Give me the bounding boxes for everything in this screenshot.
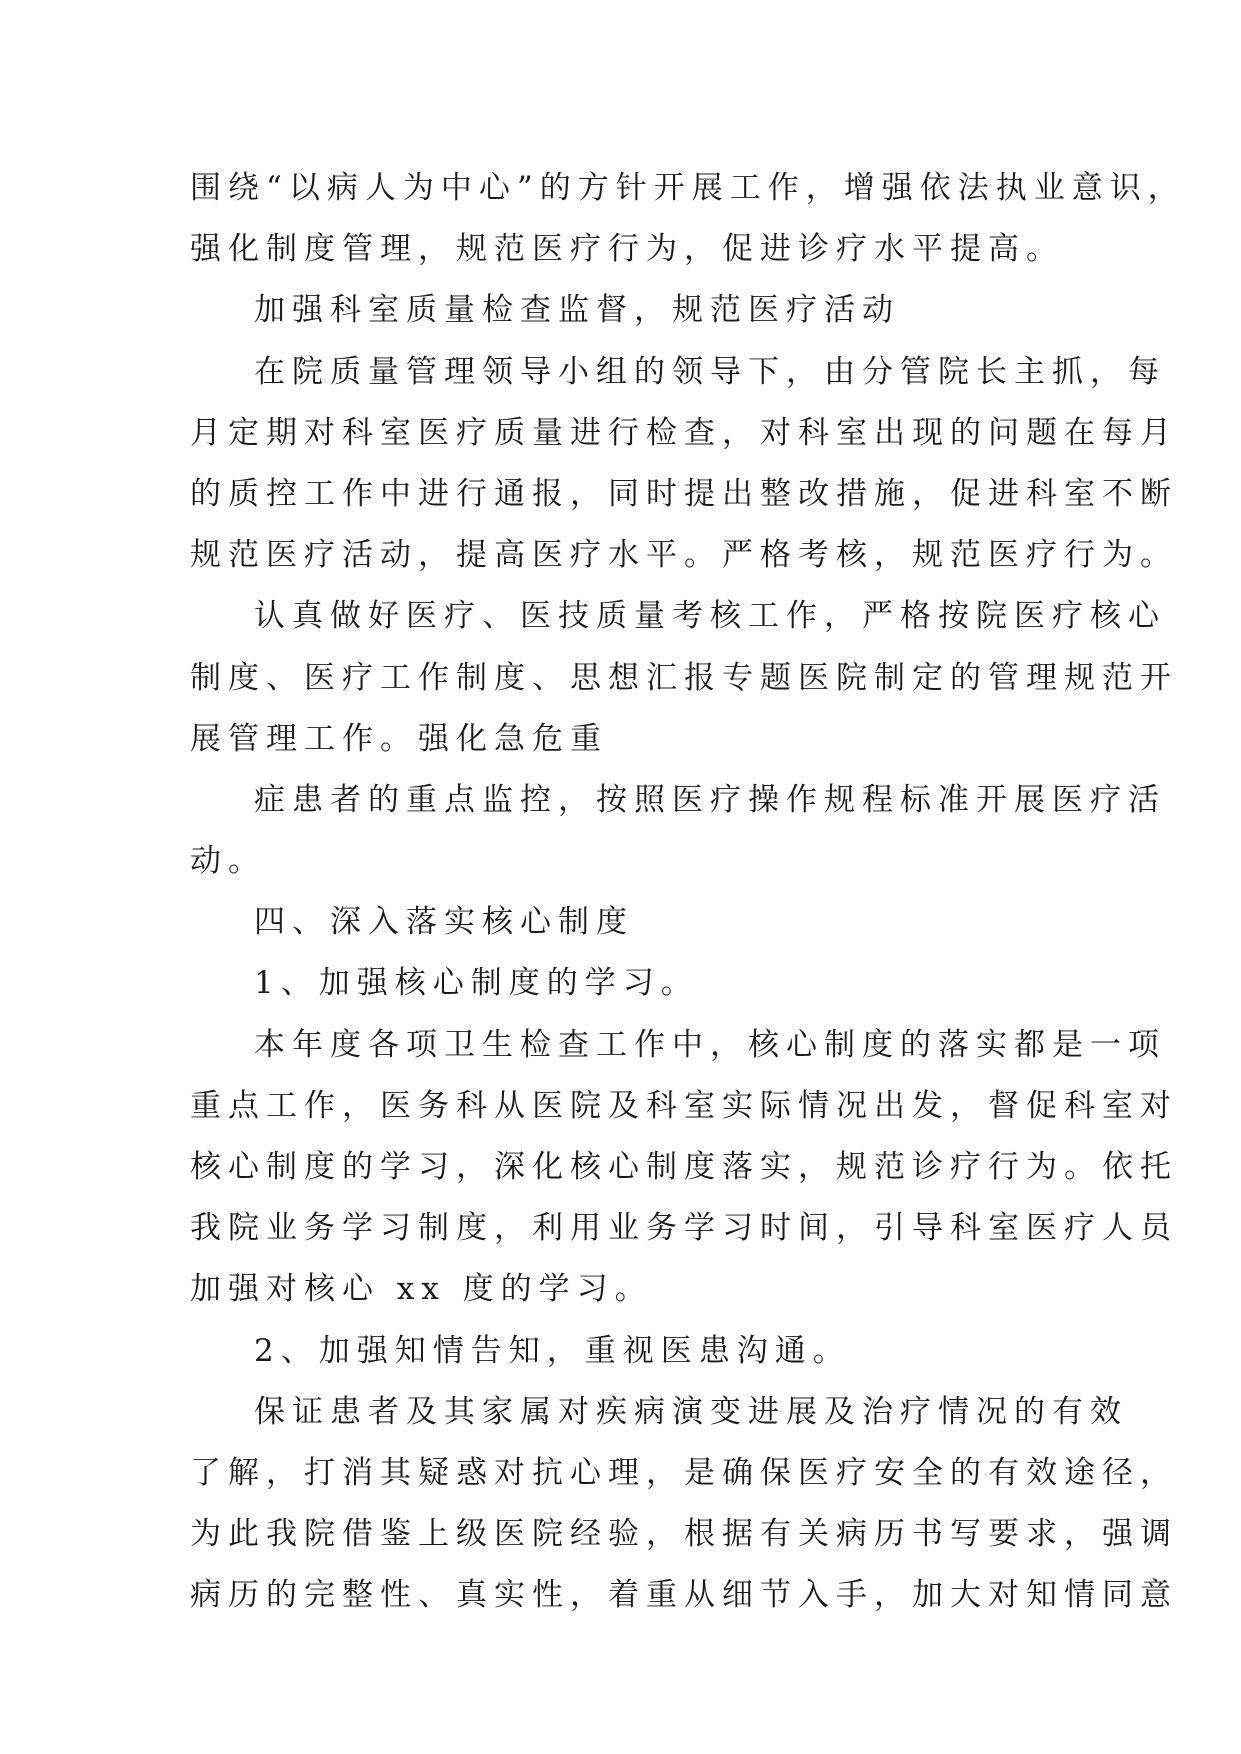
text-line: 四、深入落实核心制度 (254, 904, 634, 941)
text-line: 制度、医疗工作制度、思想汇报专题医院制定的管理规范开 (190, 659, 1178, 696)
text-line: 月定期对科室医疗质量进行检查，对科室出现的问题在每月 (190, 414, 1178, 451)
text-line: 加强对核心 xx 度的学习。 (190, 1271, 653, 1308)
text-line: 病历的完整性、真实性，着重从细节入手，加大对知情同意 (190, 1577, 1178, 1614)
text-line: 2、加强知情告知，重视医患沟通。 (254, 1332, 851, 1369)
text-line: 本年度各项卫生检查工作中，核心制度的落实都是一项 (254, 1026, 1166, 1063)
text-line: 为此我院借鉴上级医院经验，根据有关病历书写要求，强调 (190, 1516, 1178, 1553)
text-line: 了解，打消其疑惑对抗心理，是确保医疗安全的有效途径， (190, 1454, 1178, 1491)
text-line: 重点工作，医务科从医院及科室实际情况出发，督促科室对 (190, 1087, 1178, 1124)
text-line: 在院质量管理领导小组的领导下，由分管院长主抓，每 (254, 353, 1166, 390)
text-line: 动。 (190, 843, 266, 880)
text-line: 的质控工作中进行通报，同时提出整改措施，促进科室不断 (190, 475, 1178, 512)
text-line: 强化制度管理，规范医疗行为，促进诊疗水平提高。 (190, 231, 1064, 268)
text-line: 展管理工作。强化急危重 (190, 720, 608, 757)
text-line: 加强科室质量检查监督，规范医疗活动 (254, 292, 900, 329)
text-line: 规范医疗活动，提高医疗水平。严格考核，规范医疗行为。 (190, 537, 1178, 574)
document-body (190, 158, 1186, 1627)
text-line: 1、加强核心制度的学习。 (254, 965, 699, 1002)
text-line: 围绕“以病人为中心”的方针开展工作，增强依法执业意识， (190, 170, 1186, 206)
text-line: 保证患者及其家属对疾病演变进展及治疗情况的有效 (254, 1393, 1128, 1430)
text-line: 我院业务学习制度，利用业务学习时间，引导科室医疗人员 (190, 1210, 1178, 1247)
text-line: 症患者的重点监控，按照医疗操作规程标准开展医疗活 (254, 781, 1166, 818)
text-line: 认真做好医疗、医技质量考核工作，严格按院医疗核心 (254, 598, 1166, 635)
text-line: 核心制度的学习，深化核心制度落实，规范诊疗行为。依托 (190, 1149, 1178, 1185)
